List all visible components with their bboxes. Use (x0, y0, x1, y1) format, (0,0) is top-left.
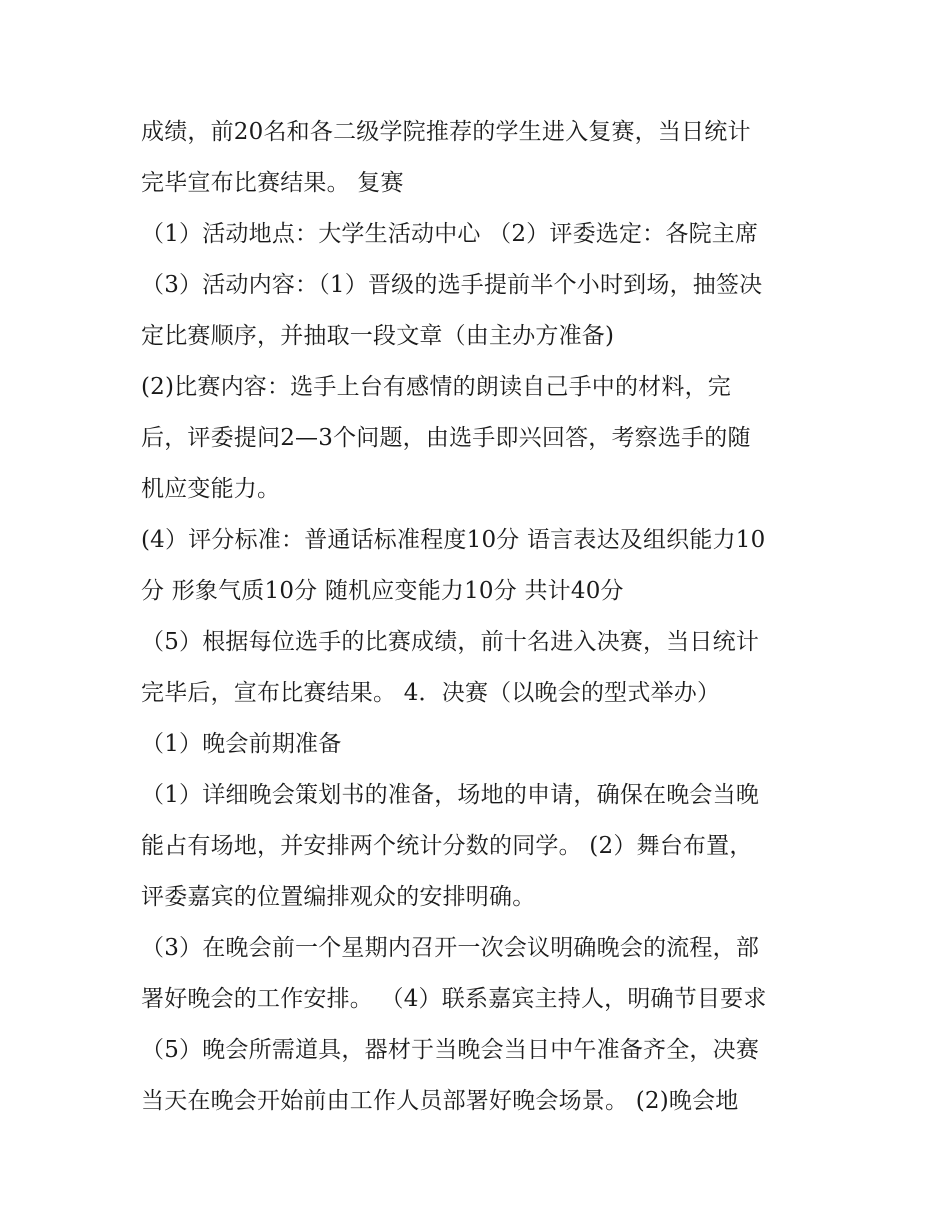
document-body (141, 107, 821, 1127)
text-line: 当天在晚会开始前由工作人员部署好晚会场景。 (2)晚会地 (141, 1088, 739, 1114)
text-line: （1）晚会前期准备 (141, 731, 342, 757)
text-line: 定比赛顺序，并抽取一段文章（由主办方准备) (141, 323, 615, 349)
text-line: （3）在晚会前一个星期内召开一次会议明确晚会的流程，部 (141, 935, 760, 961)
text-line: 后，评委提问2—3个问题，由选手即兴回答，考察选手的随 (141, 425, 751, 451)
text-line: 成绩，前20名和各二级学院推荐的学生进入复赛，当日统计 (141, 119, 751, 145)
text-line: （5）晚会所需道具，器材于当晚会当日中午准备齐全，决赛 (141, 1037, 760, 1063)
text-line: （1）详细晚会策划书的准备，场地的申请，确保在晚会当晚 (141, 782, 760, 808)
text-line: （5）根据每位选手的比赛成绩，前十名进入决赛，当日统计 (141, 629, 760, 655)
text-line: (2)比赛内容：选手上台有感情的朗读自己手中的材料，完 (141, 374, 731, 400)
text-line: （1）活动地点：大学生活动中心 （2）评委选定：各院主席 (141, 221, 759, 247)
text-line: 机应变能力。 (141, 476, 281, 502)
text-line: 分 形象气质10分 随机应变能力10分 共计40分 (141, 578, 624, 604)
text-line: 署好晚会的工作安排。 （4）联系嘉宾主持人，明确节目要求 (141, 986, 767, 1012)
text-line: 完毕宣布比赛结果。 复赛 (141, 170, 404, 196)
text-line: 评委嘉宾的位置编排观众的安排明确。 (141, 884, 536, 910)
text-line: 能占有场地，并安排两个统计分数的同学。 (2）舞台布置， (141, 833, 753, 859)
text-line: 完毕后，宣布比赛结果。 4．决赛（以晚会的型式举办） (141, 680, 721, 706)
text-line: （3）活动内容：（1）晋级的选手提前半个小时到场，抽签决 (141, 272, 763, 298)
text-line: (4）评分标准：普通话标准程度10分 语言表达及组织能力10 (141, 527, 766, 553)
